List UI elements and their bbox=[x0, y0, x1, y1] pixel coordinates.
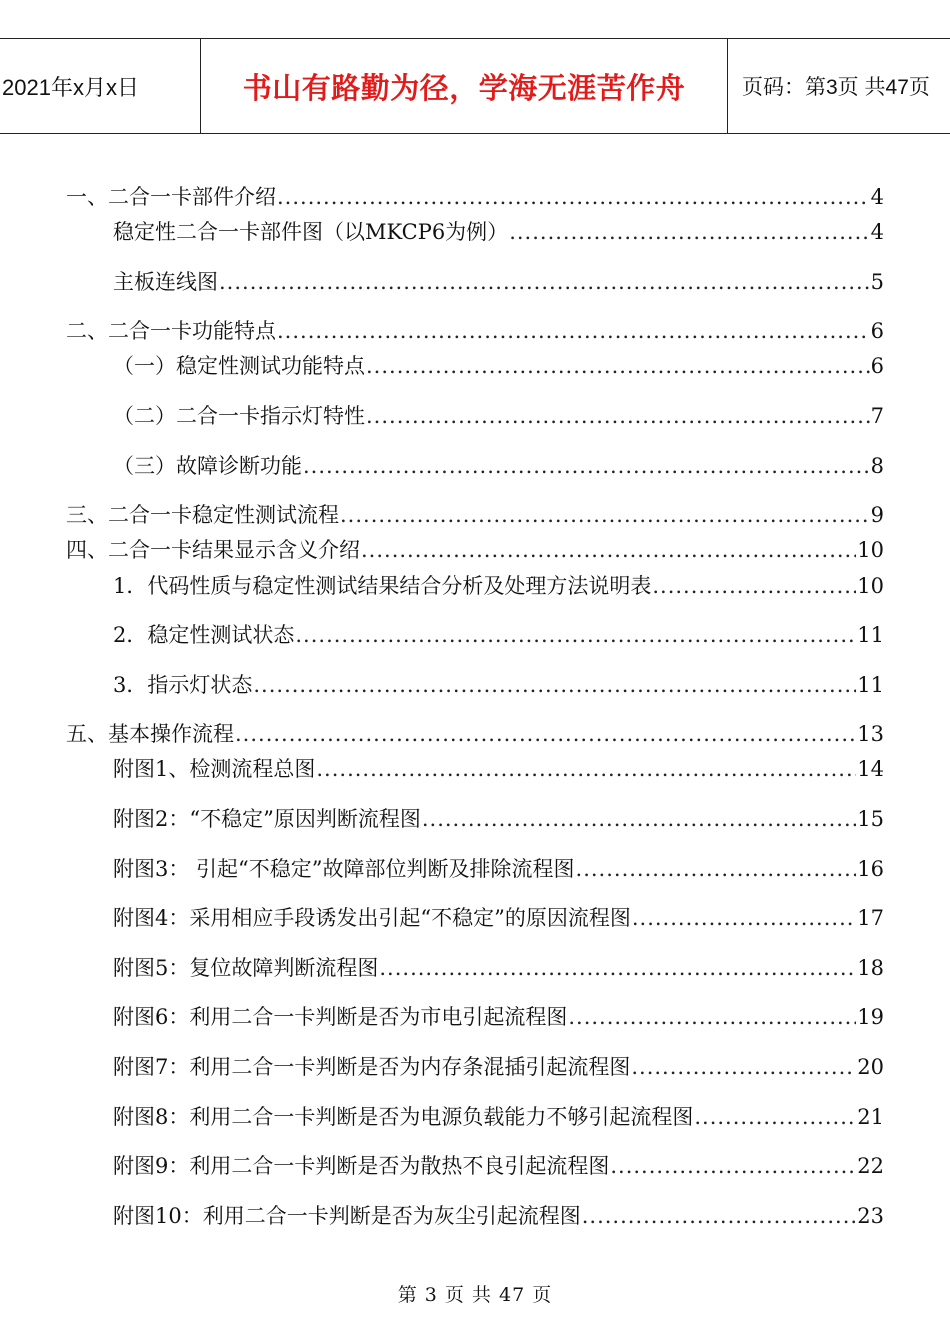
toc-entry[interactable] bbox=[66, 312, 884, 344]
toc-leader bbox=[235, 722, 856, 747]
toc-leader bbox=[379, 956, 856, 981]
toc-entry-page: 11 bbox=[857, 672, 884, 697]
toc-leader bbox=[219, 270, 870, 295]
toc-entry[interactable] bbox=[113, 1147, 884, 1179]
toc-entry[interactable] bbox=[66, 531, 884, 563]
toc-leader bbox=[694, 1105, 856, 1130]
toc-leader bbox=[316, 757, 856, 782]
toc-entry-title: 附图3： 引起“不稳定”故障部位判断及排除流程图 bbox=[113, 856, 575, 881]
toc-leader bbox=[568, 1005, 856, 1030]
toc-leader bbox=[652, 574, 856, 599]
toc-entry[interactable] bbox=[113, 1098, 884, 1130]
toc-leader bbox=[303, 454, 870, 479]
toc-entry-page: 22 bbox=[857, 1153, 884, 1178]
toc-entry[interactable] bbox=[113, 800, 884, 832]
toc-entry-page: 14 bbox=[857, 756, 884, 781]
toc-entry[interactable] bbox=[113, 998, 884, 1030]
toc-entry[interactable] bbox=[113, 949, 884, 981]
toc-entry[interactable] bbox=[113, 263, 884, 295]
toc-entry-page: 10 bbox=[857, 573, 884, 598]
toc-leader bbox=[582, 1204, 857, 1229]
toc-entry[interactable] bbox=[113, 666, 884, 698]
toc-leader bbox=[340, 503, 870, 528]
toc-entry-title: 附图5：复位故障判断流程图 bbox=[113, 955, 379, 980]
toc-entry-title: 一、二合一卡部件介绍 bbox=[66, 184, 276, 209]
toc-entry-page: 9 bbox=[870, 502, 884, 527]
toc-entry[interactable] bbox=[113, 616, 884, 648]
toc-leader bbox=[422, 807, 856, 832]
toc-entry-title: 三、二合一卡稳定性测试流程 bbox=[66, 502, 339, 527]
toc-entry-title: 附图2：“不稳定”原因判断流程图 bbox=[113, 806, 421, 831]
toc-entry-title: 附图10：利用二合一卡判断是否为灰尘引起流程图 bbox=[113, 1203, 581, 1228]
toc-entry[interactable] bbox=[113, 567, 884, 599]
toc-entry-title: 稳定性二合一卡部件图（以MKCP6为例） bbox=[113, 219, 509, 244]
toc-leader bbox=[361, 538, 856, 563]
toc-entry-title: 附图1、检测流程总图 bbox=[113, 756, 316, 781]
toc-entry-page: 15 bbox=[857, 806, 884, 831]
toc-entry[interactable] bbox=[113, 347, 884, 379]
toc-leader bbox=[253, 673, 856, 698]
toc-entry-page: 4 bbox=[870, 184, 884, 209]
toc-entry-page: 17 bbox=[857, 905, 884, 930]
toc-entry-page: 18 bbox=[857, 955, 884, 980]
toc-leader bbox=[631, 1055, 856, 1080]
toc-entry-title: 附图8：利用二合一卡判断是否为电源负载能力不够引起流程图 bbox=[113, 1104, 694, 1129]
toc-entry-title: （二）二合一卡指示灯特性 bbox=[113, 403, 365, 428]
toc-entry-title: 1．代码性质与稳定性测试结果结合分析及处理方法说明表 bbox=[113, 573, 652, 598]
toc-entry-title: 二、二合一卡功能特点 bbox=[66, 318, 276, 343]
toc-entry-page: 10 bbox=[857, 537, 884, 562]
toc-entry-page: 20 bbox=[857, 1054, 884, 1079]
toc-leader bbox=[295, 623, 856, 648]
toc-entry-page: 21 bbox=[857, 1104, 884, 1129]
toc-entry[interactable] bbox=[113, 447, 884, 479]
toc-entry-page: 16 bbox=[857, 856, 884, 881]
toc-entry-title: 附图9：利用二合一卡判断是否为散热不良引起流程图 bbox=[113, 1153, 610, 1178]
toc-entry-page: 6 bbox=[870, 318, 884, 343]
toc-entry-page: 23 bbox=[857, 1203, 884, 1228]
toc-leader bbox=[277, 185, 870, 210]
toc-entry[interactable] bbox=[113, 213, 884, 245]
toc-leader bbox=[610, 1154, 856, 1179]
toc-entry[interactable] bbox=[66, 715, 884, 747]
toc-entry-title: （一）稳定性测试功能特点 bbox=[113, 353, 365, 378]
toc-entry-page: 11 bbox=[857, 622, 884, 647]
header-page-number: 页码：第3页 共47页 bbox=[742, 76, 930, 99]
toc-leader bbox=[576, 857, 857, 882]
toc-entry-title: 附图7：利用二合一卡判断是否为内存条混插引起流程图 bbox=[113, 1054, 631, 1079]
toc-entry-page: 4 bbox=[870, 219, 884, 244]
toc-entry-title: 2．稳定性测试状态 bbox=[113, 622, 295, 647]
toc-entry-title: 五、基本操作流程 bbox=[66, 721, 234, 746]
toc-leader bbox=[509, 220, 869, 245]
toc-entry-page: 6 bbox=[870, 353, 884, 378]
header-motto: 书山有路勤为径，学海无涯苦作舟 bbox=[200, 39, 728, 133]
toc-leader bbox=[632, 906, 856, 931]
toc-entry[interactable] bbox=[113, 397, 884, 429]
toc-entry-page: 19 bbox=[857, 1004, 884, 1029]
toc-leader bbox=[366, 354, 870, 379]
toc-entry-page: 13 bbox=[857, 721, 884, 746]
toc-entry[interactable] bbox=[66, 178, 884, 210]
header-date: 2021年x月x日 bbox=[2, 74, 139, 100]
toc-entry-title: 主板连线图 bbox=[113, 269, 218, 294]
toc-entry[interactable] bbox=[113, 899, 884, 931]
toc-entry-page: 8 bbox=[870, 453, 884, 478]
toc-entry-title: 四、二合一卡结果显示含义介绍 bbox=[66, 537, 360, 562]
toc-leader bbox=[277, 319, 870, 344]
toc-entry[interactable] bbox=[113, 1048, 884, 1080]
toc-entry[interactable] bbox=[66, 496, 884, 528]
toc-leader bbox=[366, 404, 870, 429]
toc-entry-title: 附图4：采用相应手段诱发出引起“不稳定”的原因流程图 bbox=[113, 905, 631, 930]
toc-entry-title: （三）故障诊断功能 bbox=[113, 453, 302, 478]
page-footer: 第 3 页 共 47 页 bbox=[397, 1284, 553, 1306]
toc-entry-page: 7 bbox=[870, 403, 884, 428]
toc-entry-page: 5 bbox=[870, 269, 884, 294]
toc-entry-title: 3．指示灯状态 bbox=[113, 672, 253, 697]
toc-entry[interactable] bbox=[113, 750, 884, 782]
toc-entry-title: 附图6：利用二合一卡判断是否为市电引起流程图 bbox=[113, 1004, 568, 1029]
toc-entry[interactable] bbox=[113, 850, 884, 882]
toc-entry[interactable] bbox=[113, 1197, 884, 1229]
